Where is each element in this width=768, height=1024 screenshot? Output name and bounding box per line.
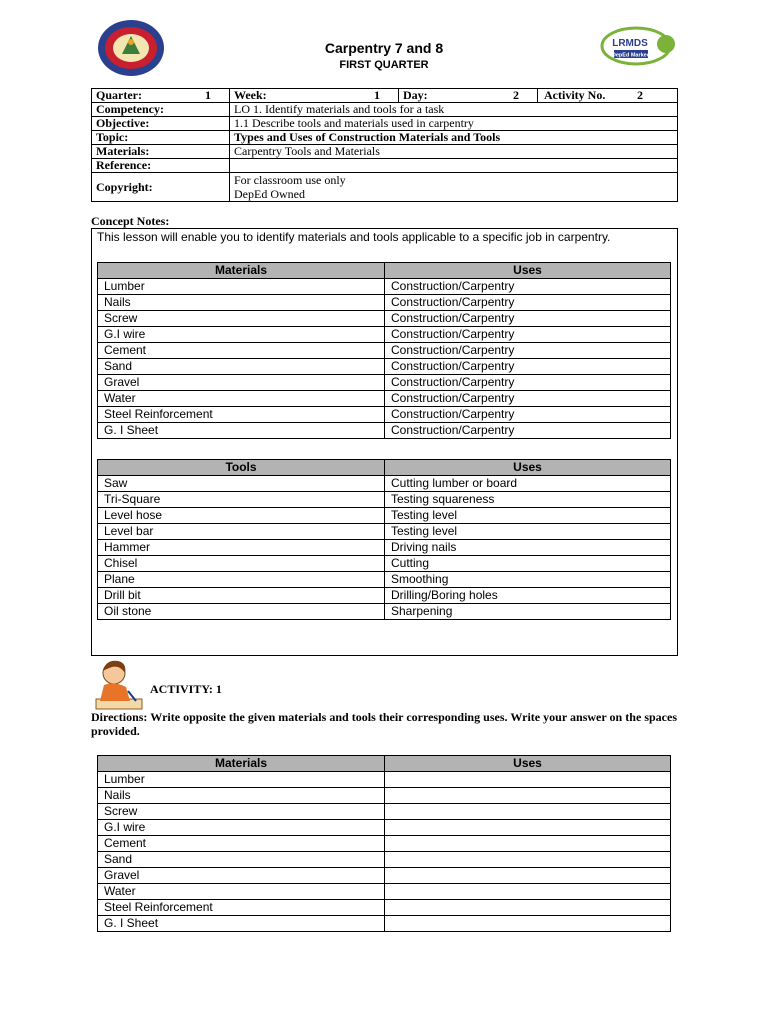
materials-uses-cell: Construction/Carpentry <box>385 311 671 327</box>
materials-uses-cell: Construction/Carpentry <box>385 423 671 439</box>
info-row-materials <box>92 145 678 159</box>
tools-row <box>98 476 671 492</box>
competency-value: LO 1. Identify materials and tools for a task <box>230 103 678 117</box>
materials-item-cell: Screw <box>98 311 385 327</box>
activity-item-cell: Sand <box>98 852 385 868</box>
reference-value <box>230 159 678 173</box>
tools-uses-cell: Testing squareness <box>385 492 671 508</box>
page-subtitle: FIRST QUARTER <box>339 59 429 71</box>
info-row-quarter <box>92 89 678 103</box>
activity-directions <box>91 710 677 738</box>
activity-answer-blank[interactable] <box>385 836 671 852</box>
copyright-line-2: DepEd Owned <box>234 187 305 201</box>
materials-uses-cell: Construction/Carpentry <box>385 295 671 311</box>
activity-answer-blank[interactable] <box>385 884 671 900</box>
directions-text: Write opposite the given materials and tools their corresponding uses. Write your answer on the spaces provided. <box>91 710 677 738</box>
page-title: Carpentry 7 and 8 <box>324 40 444 56</box>
tools-uses-cell: Cutting lumber or board <box>385 476 671 492</box>
materials-item-cell: Sand <box>98 359 385 375</box>
activity-answer-blank[interactable] <box>385 772 671 788</box>
tools-item-cell: Level hose <box>98 508 385 524</box>
activity-item-cell: G.I wire <box>98 820 385 836</box>
materials-row <box>98 311 671 327</box>
tools-row <box>98 588 671 604</box>
lesson-info-table <box>91 88 678 202</box>
activity-row <box>98 836 671 852</box>
activity-row <box>98 852 671 868</box>
tools-uses-table <box>97 459 671 620</box>
copyright-label: Copyright: <box>92 173 230 202</box>
tools-item-cell: Oil stone <box>98 604 385 620</box>
materials-uses-cell: Construction/Carpentry <box>385 391 671 407</box>
tools-row <box>98 540 671 556</box>
materials-item-cell: Cement <box>98 343 385 359</box>
activity-no-value: 2 <box>637 88 643 102</box>
activity-row <box>98 804 671 820</box>
materials-header-item: Materials <box>98 263 385 279</box>
concept-intro-text: This lesson will enable you to identify materials and tools applicable to a specific job in carpentry. <box>97 230 611 244</box>
materials-uses-cell: Construction/Carpentry <box>385 407 671 423</box>
tools-header-item: Tools <box>98 460 385 476</box>
materials-item-cell: Gravel <box>98 375 385 391</box>
materials-value: Carpentry Tools and Materials <box>230 145 678 159</box>
materials-item-cell: Steel Reinforcement <box>98 407 385 423</box>
materials-row <box>98 391 671 407</box>
activity-answer-blank[interactable] <box>385 852 671 868</box>
tools-item-cell: Hammer <box>98 540 385 556</box>
activity-item-cell: Gravel <box>98 868 385 884</box>
tools-uses-cell: Cutting <box>385 556 671 572</box>
activity-title: ACTIVITY: 1 <box>150 682 222 696</box>
materials-item-cell: G.I wire <box>98 327 385 343</box>
week-value: 1 <box>374 88 380 102</box>
activity-item-cell: G. I Sheet <box>98 916 385 932</box>
activity-item-cell: Water <box>98 884 385 900</box>
activity-item-cell: Lumber <box>98 772 385 788</box>
activity-no-label: Activity No. <box>544 88 606 102</box>
activity-answer-blank[interactable] <box>385 868 671 884</box>
objective-value: 1.1 Describe tools and materials used in carpentry <box>230 117 678 131</box>
copyright-line-1: For classroom use only <box>234 173 346 187</box>
activity-item-cell: Nails <box>98 788 385 804</box>
materials-uses-cell: Construction/Carpentry <box>385 327 671 343</box>
materials-item-cell: G. I Sheet <box>98 423 385 439</box>
info-row-competency <box>92 103 678 117</box>
reference-label: Reference: <box>92 159 230 173</box>
directions-label: Directions: <box>91 710 148 724</box>
materials-row <box>98 423 671 439</box>
tools-item-cell: Drill bit <box>98 588 385 604</box>
materials-uses-cell: Construction/Carpentry <box>385 375 671 391</box>
info-row-reference <box>92 159 678 173</box>
tools-uses-cell: Testing level <box>385 508 671 524</box>
topic-label: Topic: <box>92 131 230 145</box>
concept-notes-label: Concept Notes: <box>91 214 170 228</box>
materials-row <box>98 343 671 359</box>
activity-row <box>98 868 671 884</box>
activity-row <box>98 916 671 932</box>
tools-uses-cell: Smoothing <box>385 572 671 588</box>
tools-row <box>98 492 671 508</box>
tools-row <box>98 556 671 572</box>
materials-item-cell: Lumber <box>98 279 385 295</box>
activity-answer-blank[interactable] <box>385 900 671 916</box>
activity-header-uses: Uses <box>385 756 671 772</box>
activity-answer-table <box>97 755 671 932</box>
tools-header-uses: Uses <box>385 460 671 476</box>
tools-item-cell: Level bar <box>98 524 385 540</box>
tools-item-cell: Plane <box>98 572 385 588</box>
materials-row <box>98 359 671 375</box>
activity-row <box>98 900 671 916</box>
materials-row <box>98 279 671 295</box>
lrmds-logo-text: LRMDS <box>612 38 648 49</box>
activity-answer-blank[interactable] <box>385 820 671 836</box>
tools-row <box>98 604 671 620</box>
activity-row <box>98 884 671 900</box>
quarter-value: 1 <box>205 88 211 102</box>
info-row-objective <box>92 117 678 131</box>
week-label: Week: <box>234 88 267 102</box>
tools-row <box>98 572 671 588</box>
tools-item-cell: Chisel <box>98 556 385 572</box>
materials-item-cell: Water <box>98 391 385 407</box>
materials-row <box>98 375 671 391</box>
activity-row <box>98 820 671 836</box>
quarter-label: Quarter: <box>96 88 142 102</box>
tools-row <box>98 524 671 540</box>
materials-header-uses: Uses <box>385 263 671 279</box>
activity-answer-blank[interactable] <box>385 804 671 820</box>
activity-item-cell: Cement <box>98 836 385 852</box>
tools-uses-cell: Driving nails <box>385 540 671 556</box>
materials-uses-cell: Construction/Carpentry <box>385 343 671 359</box>
materials-row <box>98 295 671 311</box>
activity-row <box>98 772 671 788</box>
tools-item-cell: Saw <box>98 476 385 492</box>
materials-uses-cell: Construction/Carpentry <box>385 359 671 375</box>
objective-label: Objective: <box>92 117 230 131</box>
activity-item-cell: Screw <box>98 804 385 820</box>
tools-uses-cell: Testing level <box>385 524 671 540</box>
activity-answer-blank[interactable] <box>385 788 671 804</box>
topic-value: Types and Uses of Construction Materials and Tools <box>230 131 678 145</box>
tools-item-cell: Tri-Square <box>98 492 385 508</box>
day-label: Day: <box>403 88 428 102</box>
materials-item-cell: Nails <box>98 295 385 311</box>
materials-uses-table <box>97 262 671 439</box>
tools-uses-cell: Drilling/Boring holes <box>385 588 671 604</box>
activity-row <box>98 788 671 804</box>
info-row-topic <box>92 131 678 145</box>
materials-uses-cell: Construction/Carpentry <box>385 279 671 295</box>
activity-item-cell: Steel Reinforcement <box>98 900 385 916</box>
materials-row <box>98 407 671 423</box>
tools-uses-cell: Sharpening <box>385 604 671 620</box>
activity-header-item: Materials <box>98 756 385 772</box>
lrmds-logo-subtext: DepEd Marked <box>611 52 651 59</box>
day-value: 2 <box>513 88 519 102</box>
info-row-copyright <box>92 173 678 202</box>
competency-label: Competency: <box>92 103 230 117</box>
activity-answer-blank[interactable] <box>385 916 671 932</box>
tools-row <box>98 508 671 524</box>
student-writing-illustration <box>90 657 148 713</box>
materials-row <box>98 327 671 343</box>
materials-label: Materials: <box>92 145 230 159</box>
